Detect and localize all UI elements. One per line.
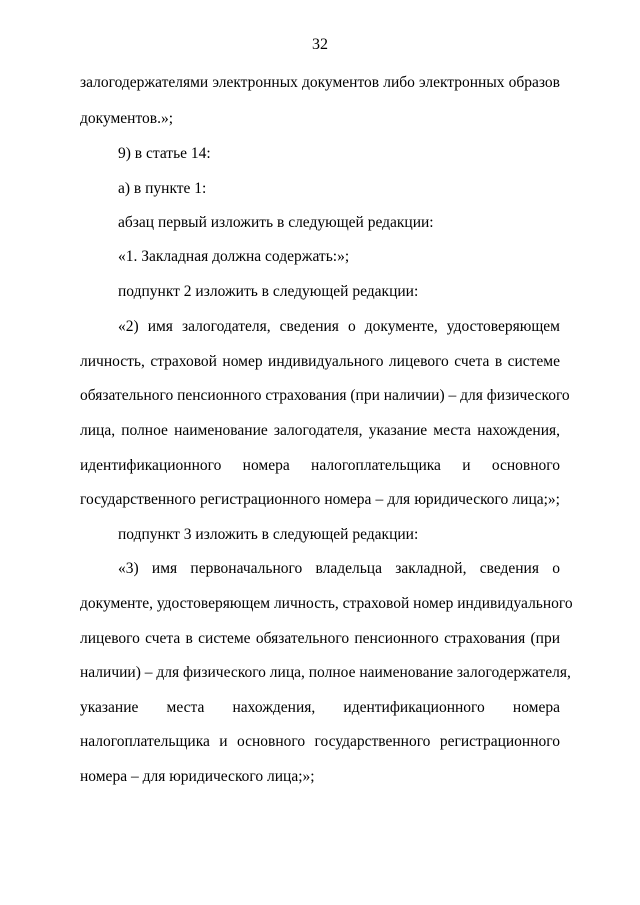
text-line: документе, удостоверяющем личность, страховой номер индивидуального	[80, 595, 573, 612]
text-line: обязательного пенсионного страхования (при наличии) – для физического	[80, 387, 570, 404]
text-line: лица, полное наименование залогодателя, указание места нахождения,	[80, 422, 560, 439]
text-line: указание места нахождения, идентификационного номера	[80, 699, 560, 716]
text-line: номера – для юридического лица;»;	[80, 768, 315, 785]
text-line: подпункт 3 изложить в следующей редакции:	[118, 526, 419, 543]
text-line: наличии) – для физического лица, полное наименование залогодержателя,	[80, 664, 571, 681]
text-line: подпункт 2 изложить в следующей редакции:	[118, 283, 419, 300]
text-line: абзац первый изложить в следующей редакции:	[118, 214, 434, 231]
text-line: личность, страховой номер индивидуального лицевого счета в системе	[80, 353, 560, 370]
text-line: государственного регистрационного номера – для юридического лица;»;	[80, 491, 560, 508]
text-line: «3) имя первоначального владельца закладной, сведения о	[118, 560, 560, 577]
text-line: а) в пункте 1:	[118, 180, 207, 197]
text-line: налогоплательщика и основного государственного регистрационного	[80, 733, 560, 750]
page-number: 32	[312, 36, 328, 53]
text-line: документов.»;	[80, 110, 174, 127]
text-line: идентификационного номера налогоплательщика и основного	[80, 457, 560, 474]
text-line: лицевого счета в системе обязательного пенсионного страхования (при	[80, 630, 560, 647]
text-line: залогодержателями электронных документов либо электронных образов	[80, 74, 560, 91]
text-line: «1. Закладная должна содержать:»;	[118, 248, 350, 265]
text-line: «2) имя залогодателя, сведения о документе, удостоверяющем	[118, 318, 560, 335]
text-line: 9) в статье 14:	[118, 145, 211, 162]
